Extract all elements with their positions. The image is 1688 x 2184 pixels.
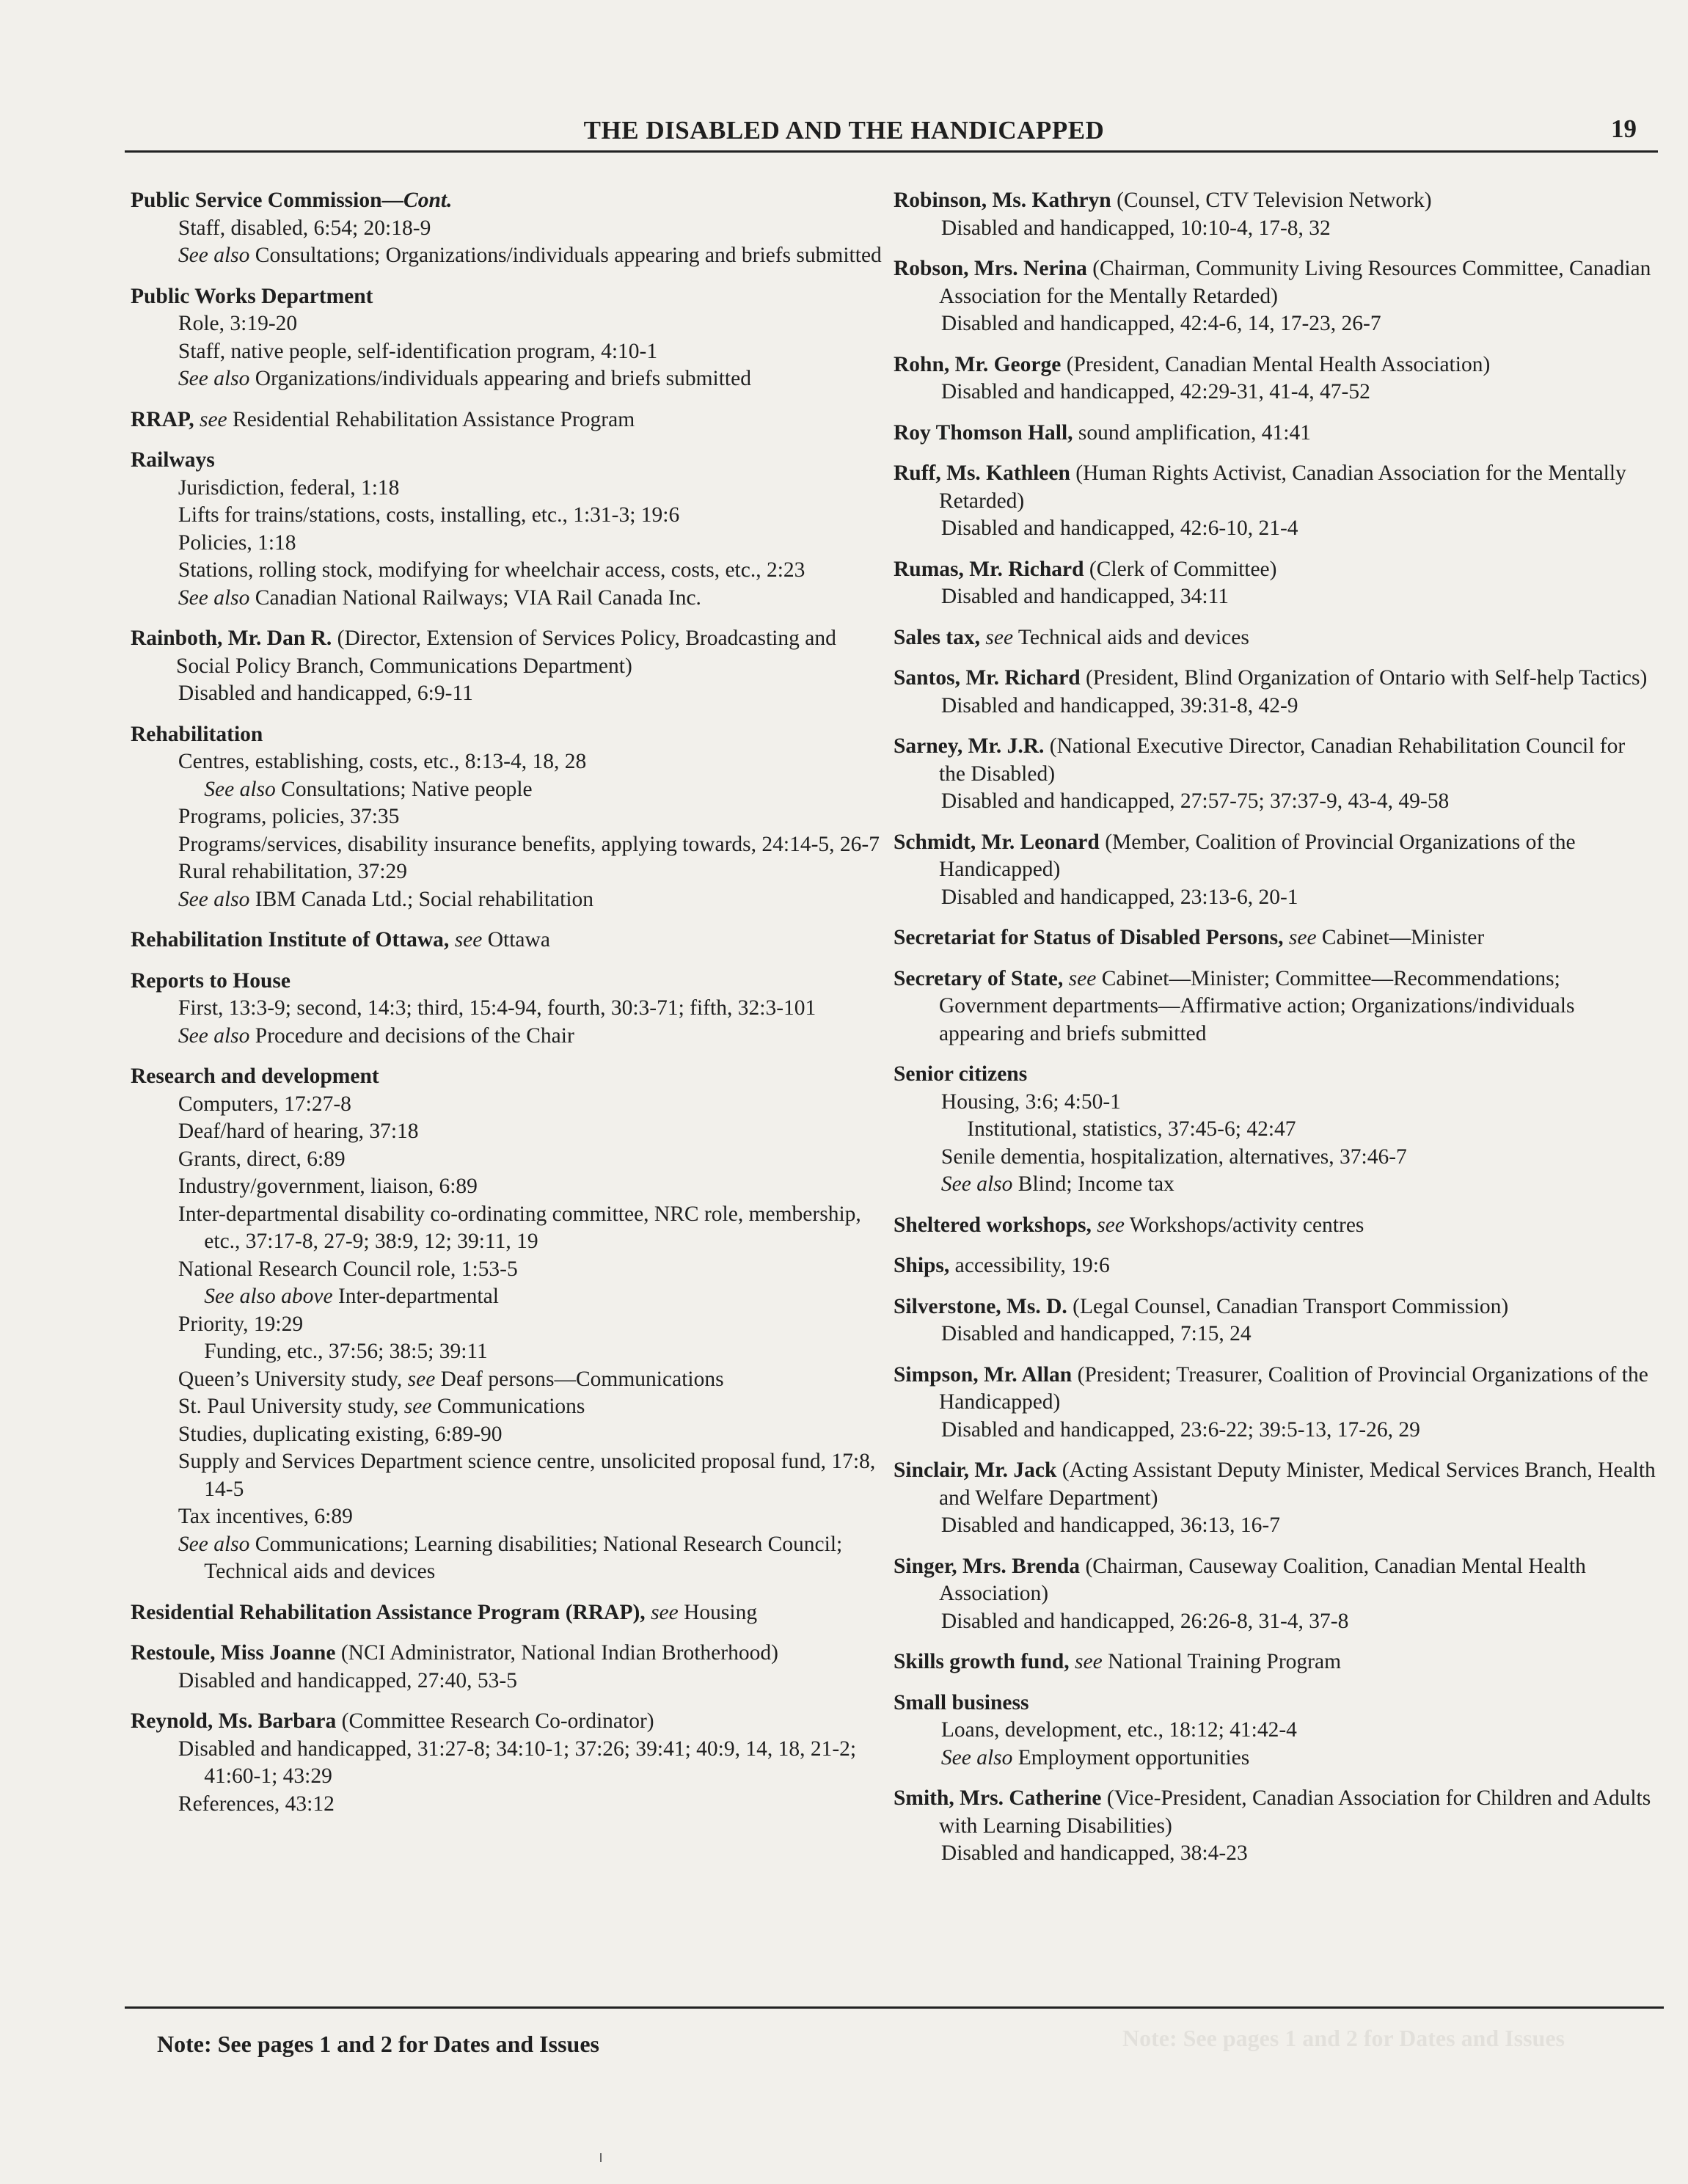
entry-heading: RRAP,	[131, 407, 194, 431]
entry-subitem: Disabled and handicapped, 42:4-6, 14, 17-23, 26-7	[940, 312, 1381, 335]
entry-heading: Public Service Commission—Cont.	[131, 189, 453, 212]
entry-heading: Rumas, Mr. Richard	[894, 557, 1084, 581]
header-divider	[125, 150, 1658, 153]
index-entry: Smith, Mrs. Catherine (Vice-President, Canadian Association for Children and Adults with Learning Disabilities) Disabled and handicapped, 38:4-23	[894, 1785, 1656, 1868]
entry-heading: Research and development	[131, 1064, 379, 1088]
entry-subitem: Senile dementia, hospitalization, alternatives, 37:46-7	[940, 1144, 1407, 1169]
entry-heading: Simpson, Mr. Allan	[894, 1362, 1073, 1387]
entry-subitem: Industry/government, liaison, 6:89	[178, 1175, 478, 1198]
entry-subitem: Housing, 3:6; 4:50-1	[940, 1089, 1121, 1114]
entry-subitem: St. Paul University study, see Communications	[178, 1395, 585, 1418]
index-entry: Singer, Mrs. Brenda (Chairman, Causeway Coalition, Canadian Mental Health Association) Disabled and handicapped, 26:26-8, 31-4, 37-8	[894, 1553, 1656, 1636]
index-entry: Robinson, Ms. Kathryn (Counsel, CTV Television Network) Disabled and handicapped, 10:10-4, 17-8, 32	[894, 187, 1656, 242]
entry-subitem: Centres, establishing, costs, etc., 8:13-4, 18, 28	[178, 750, 587, 773]
index-entry: Rohn, Mr. George (President, Canadian Mental Health Association) Disabled and handicapped, 42:29-31, 41-4, 47-52	[894, 351, 1656, 406]
index-entry: Skills growth fund, see National Training Program	[894, 1650, 1342, 1673]
footer-divider	[125, 2006, 1664, 2009]
index-entry: Sheltered workshops, see Workshops/activity centres	[894, 1213, 1364, 1237]
entry-subitem: Disabled and handicapped, 34:11	[940, 585, 1230, 608]
entry-see-also: See also Organizations/individuals appearing and briefs submitted	[178, 367, 751, 390]
entry-subitem: Rural rehabilitation, 37:29	[178, 860, 408, 883]
entry-subitem: Inter-departmental disability co-ordinating committee, NRC role, membership, etc., 37:17-8, 27-9; 38:9, 12; 39:11, 19	[178, 1202, 861, 1253]
entry-subitem: Staff, native people, self-identification program, 4:10-1	[178, 339, 658, 363]
index-entry: Reynold, Ms. Barbara (Committee Research Co-ordinator) Disabled and handicapped, 31:27-8; 34:10-1; 37:26; 39:41; 40:9, 14, 18, 21-2; 41:60-1; 43:29 References, 43:12	[131, 1708, 886, 1818]
index-entry	[131, 1063, 886, 1586]
entry-see-also: See also Procedure and decisions of the Chair	[178, 1023, 574, 1048]
index-entry: Ships, accessibility, 19:6	[894, 1254, 1110, 1277]
entry-subitem: Disabled and handicapped, 42:6-10, 21-4	[940, 516, 1298, 540]
entry-heading: Rohn, Mr. George	[894, 352, 1062, 376]
entry-subitem: Studies, duplicating existing, 6:89-90	[178, 1422, 503, 1446]
index-entry: RRAP, see Residential Rehabilitation Assistance Program	[131, 407, 635, 431]
entry-see-also: See also Employment opportunities	[940, 1745, 1250, 1770]
entry-heading: Rainboth, Mr. Dan R.	[131, 627, 332, 650]
page-number: 19	[1611, 114, 1637, 143]
entry-subitem: Disabled and handicapped, 38:4-23	[940, 1841, 1248, 1865]
index-entry: Restoule, Miss Joanne (NCI Administrator, National Indian Brotherhood) Disabled and handicapped, 27:40, 53-5	[131, 1640, 886, 1695]
index-entry: Ruff, Ms. Kathleen (Human Rights Activist, Canadian Association for the Mentally Retarded) Disabled and handicapped, 42:6-10, 21-4	[894, 460, 1656, 543]
entry-subitem: Deaf/hard of hearing, 37:18	[178, 1120, 419, 1143]
entry-subitem: Grants, direct, 6:89	[178, 1147, 346, 1171]
entry-heading: Public Works Department	[131, 284, 373, 308]
entry-see-also: See also Canadian National Railways; VIA Rail Canada Inc.	[178, 585, 701, 610]
entry-heading: Robinson, Ms. Kathryn	[894, 189, 1111, 212]
entry-heading: Rehabilitation	[131, 722, 263, 746]
entry-heading: Ruff, Ms. Kathleen	[894, 461, 1070, 485]
entry-heading: Restoule, Miss Joanne	[131, 1641, 336, 1665]
index-entry: Rehabilitation Institute of Ottawa, see Ottawa	[131, 928, 550, 952]
entry-heading: Sheltered workshops,	[894, 1213, 1092, 1237]
entry-heading: Reports to House	[131, 968, 291, 993]
entry-heading: Singer, Mrs. Brenda	[894, 1554, 1081, 1578]
entry-subitem: Institutional, statistics, 37:45-6; 42:47	[967, 1117, 1296, 1141]
entry-subitem: Staff, disabled, 6:54; 20:18-9	[178, 216, 431, 240]
index-entry: Robson, Mrs. Nerina (Chairman, Community Living Resources Committee, Canadian Association for the Mentally Retarded) Disabled and handicapped, 42:4-6, 14, 17-23, 26-7	[894, 255, 1656, 338]
entry-heading: Schmidt, Mr. Leonard	[894, 830, 1100, 854]
entry-heading: Residential Rehabilitation Assistance Program (RRAP),	[131, 1600, 646, 1624]
index-entry: Sinclair, Mr. Jack (Acting Assistant Deputy Minister, Medical Services Branch, Health and Welfare Department) Disabled and handicapped, 36:13, 16-7	[894, 1457, 1656, 1540]
index-entry: Silverstone, Ms. D. (Legal Counsel, Canadian Transport Commission) Disabled and handicapped, 7:15, 24	[894, 1293, 1656, 1348]
index-entry: Secretary of State, see Cabinet—Minister; Committee—Recommendations; Government departments—Affirmative action; Organizations/individuals appearing and briefs submitted	[894, 966, 1575, 1045]
index-entry	[131, 187, 886, 270]
entry-see-also: See also above Inter-departmental	[204, 1285, 499, 1308]
entry-heading: Small business	[894, 1690, 1029, 1714]
entry-subitem: References, 43:12	[178, 1792, 335, 1816]
index-entry: Schmidt, Mr. Leonard (Member, Coalition of Provincial Organizations of the Handicapped) Disabled and handicapped, 23:13-6, 20-1	[894, 829, 1656, 912]
index-column-left	[131, 187, 886, 1831]
entry-subitem: Policies, 1:18	[178, 530, 296, 555]
index-entry: Rainboth, Mr. Dan R. (Director, Extension of Services Policy, Broadcasting and Social Policy Branch, Communications Department) Disabled and handicapped, 6:9-11	[131, 625, 886, 708]
bleed-through-footer: Note: See pages 1 and 2 for Dates and Issues	[1122, 2025, 1565, 2051]
index-entry	[131, 721, 886, 914]
entry-see-also: See also Blind; Income tax	[940, 1172, 1174, 1196]
entry-subitem: Disabled and handicapped, 31:27-8; 34:10-1; 37:26; 39:41; 40:9, 14, 18, 21-2; 41:60-1; 43:29	[178, 1736, 857, 1788]
entry-see-also: See also Communications; Learning disabilities; National Research Council; Technical aids and devices	[178, 1532, 843, 1583]
page-title: THE DISABLED AND THE HANDICAPPED	[583, 116, 1105, 145]
entry-see-also: See also IBM Canada Ltd.; Social rehabilitation	[178, 887, 594, 911]
entry-subitem: Priority, 19:29	[178, 1312, 304, 1336]
index-column-right	[894, 187, 1656, 1881]
entry-heading: Santos, Mr. Richard	[894, 666, 1081, 690]
entry-heading: Smith, Mrs. Catherine	[894, 1786, 1102, 1810]
entry-heading: Rehabilitation Institute of Ottawa,	[131, 928, 450, 952]
entry-subitem: Disabled and handicapped, 42:29-31, 41-4, 47-52	[940, 380, 1370, 403]
entry-heading: Railways	[131, 448, 215, 472]
entry-heading: Robson, Mrs. Nerina	[894, 257, 1087, 280]
entry-subitem: Disabled and handicapped, 27:57-75; 37:37-9, 43-4, 49-58	[940, 789, 1450, 813]
entry-heading: Sarney, Mr. J.R.	[894, 734, 1045, 758]
entry-subitem: National Research Council role, 1:53-5	[178, 1257, 518, 1281]
entry-heading: Roy Thomson Hall,	[894, 420, 1073, 445]
index-entry: Sales tax, see Technical aids and devices	[894, 625, 1249, 649]
entry-subitem: Disabled and handicapped, 26:26-8, 31-4, 37-8	[940, 1609, 1349, 1633]
entry-subitem: Disabled and handicapped, 27:40, 53-5	[178, 1668, 517, 1692]
index-entry: Secretariat for Status of Disabled Persons, see Cabinet—Minister	[894, 926, 1485, 949]
entry-subitem: Stations, rolling stock, modifying for wheelchair access, costs, etc., 2:23	[178, 558, 805, 582]
entry-subitem: Disabled and handicapped, 36:13, 16-7	[940, 1513, 1280, 1537]
entry-subitem: Programs/services, disability insurance benefits, applying towards, 24:14-5, 26-7	[178, 832, 880, 856]
footer-note: Note: See pages 1 and 2 for Dates and Issues	[157, 2031, 599, 2057]
entry-subitem: Role, 3:19-20	[178, 312, 298, 335]
entry-subitem: Disabled and handicapped, 10:10-4, 17-8, 32	[940, 216, 1331, 240]
entry-heading: Reynold, Ms. Barbara	[131, 1709, 337, 1733]
entry-see-also: See also Consultations; Native people	[204, 777, 533, 801]
entry-heading: Sales tax,	[894, 625, 980, 649]
index-entry: Sarney, Mr. J.R. (National Executive Director, Canadian Rehabilitation Council for the Disabled) Disabled and handicapped, 27:57-75; 37:37-9, 43-4, 49-58	[894, 733, 1656, 816]
entry-subitem: Jurisdiction, federal, 1:18	[178, 475, 400, 500]
index-entry	[894, 1690, 1656, 1772]
index-entry	[131, 283, 886, 393]
index-entry: Residential Rehabilitation Assistance Program (RRAP), see Housing	[131, 1600, 758, 1624]
entry-heading: Ships,	[894, 1254, 950, 1277]
index-entry	[894, 1061, 1656, 1199]
entry-heading: Sinclair, Mr. Jack	[894, 1458, 1057, 1482]
entry-subitem: Disabled and handicapped, 23:13-6, 20-1	[940, 885, 1298, 909]
entry-subitem: Disabled and handicapped, 39:31-8, 42-9	[940, 693, 1298, 717]
entry-subitem: Funding, etc., 37:56; 38:5; 39:11	[204, 1340, 488, 1363]
index-entry: Roy Thomson Hall, sound amplification, 41:41	[894, 420, 1311, 445]
entry-subitem: Tax incentives, 6:89	[178, 1505, 353, 1528]
entry-subitem: Computers, 17:27-8	[178, 1092, 351, 1116]
entry-see-also: See also Consultations; Organizations/individuals appearing and briefs submitted	[178, 244, 882, 267]
entry-subitem: Disabled and handicapped, 23:6-22; 39:5-13, 17-26, 29	[940, 1417, 1420, 1442]
entry-subitem: First, 13:3-9; second, 14:3; third, 15:4-94, fourth, 30:3-71; fifth, 32:3-101	[178, 996, 816, 1020]
index-entry: Simpson, Mr. Allan (President; Treasurer, Coalition of Provincial Organizations of the Handicapped) Disabled and handicapped, 23:6-22; 39:5-13, 17-26, 29	[894, 1362, 1656, 1445]
index-entry: Rumas, Mr. Richard (Clerk of Committee) Disabled and handicapped, 34:11	[894, 556, 1656, 611]
index-entry: Santos, Mr. Richard (President, Blind Organization of Ontario with Self-help Tactics) Disabled and handicapped, 39:31-8, 42-9	[894, 665, 1656, 720]
entry-subitem: Disabled and handicapped, 6:9-11	[178, 682, 473, 705]
entry-subitem: Disabled and handicapped, 7:15, 24	[940, 1322, 1252, 1345]
entry-subitem: Lifts for trains/stations, costs, installing, etc., 1:31-3; 19:6	[178, 503, 680, 527]
entry-subitem: Queen’s University study, see Deaf persons—Communications	[178, 1367, 724, 1391]
entry-subitem: Loans, development, etc., 18:12; 41:42-4	[940, 1718, 1297, 1742]
entry-heading: Secretary of State,	[894, 966, 1064, 990]
entry-subitem: Supply and Services Department science centre, unsolicited proposal fund, 17:8, 14-5	[178, 1450, 876, 1501]
entry-heading: Secretariat for Status of Disabled Persons,	[894, 926, 1284, 949]
entry-subitem: Programs, policies, 37:35	[178, 805, 400, 828]
index-entry	[131, 447, 886, 612]
page-mark	[600, 2153, 602, 2162]
entry-heading: Skills growth fund,	[894, 1650, 1070, 1673]
entry-heading: Senior citizens	[894, 1062, 1028, 1086]
index-entry	[131, 968, 886, 1051]
entry-heading: Silverstone, Ms. D.	[894, 1294, 1067, 1318]
